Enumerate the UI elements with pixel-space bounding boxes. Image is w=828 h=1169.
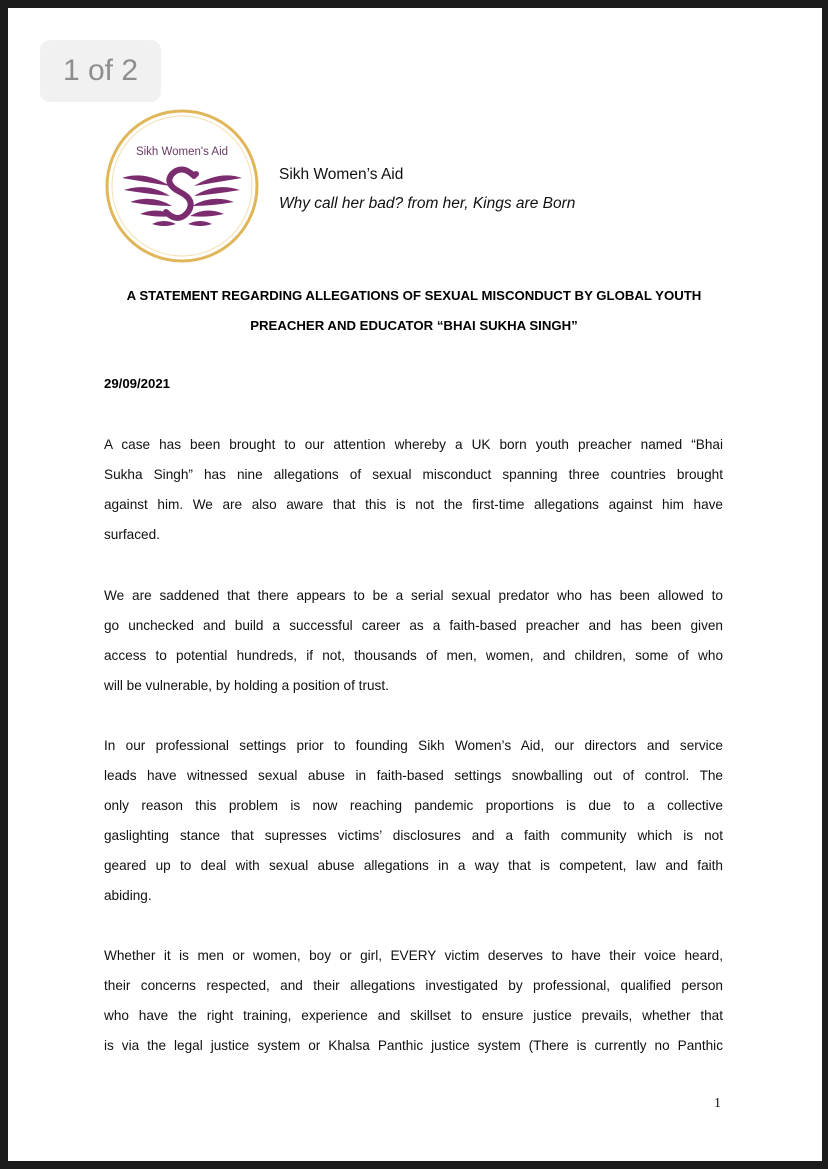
statement-date: 29/09/2021 [104, 376, 171, 391]
paragraph-2-line: access to potential hundreds, if not, thousands of men, women, and children, some of who [104, 648, 723, 663]
paragraph-3-line: abiding. [104, 888, 152, 903]
paragraph-3-line: only reason this problem is now reaching pandemic proportions is due to a collective [104, 798, 723, 813]
paragraph-2-line: will be vulnerable, by holding a position of trust. [104, 678, 389, 693]
page-number: 1 [714, 1096, 721, 1111]
logo-text: Sikh Women's Aid [135, 146, 229, 158]
page-indicator: 1 of 2 [40, 40, 161, 102]
paragraph-1-line: A case has been brought to our attention whereby a UK born youth preacher named “Bhai [104, 437, 723, 452]
paragraph-1-line: surfaced. [104, 527, 160, 542]
paragraph-1-line: Sukha Singh” has nine allegations of sexual misconduct spanning three countries brought [104, 467, 723, 482]
paragraph-2-line: go unchecked and build a successful career as a faith-based preacher and has been given [104, 618, 723, 633]
paragraph-4-line: their concerns respected, and their allegations investigated by professional, qualified person [104, 978, 723, 993]
paragraph-3-line: geared up to deal with sexual abuse allegations in a way that is competent, law and faith [104, 858, 723, 873]
paragraph-4-line: Whether it is men or women, boy or girl, EVERY victim deserves to have their voice heard, [104, 948, 723, 963]
paragraph-3-line: In our professional settings prior to founding Sikh Women’s Aid, our directors and service [104, 738, 723, 753]
statement-heading-line-2: PREACHER AND EDUCATOR “BHAI SUKHA SINGH” [250, 318, 578, 333]
paragraph-4-line: is via the legal justice system or Khalsa Panthic justice system (There is currently no Panthic [104, 1038, 723, 1053]
statement-heading-line-1: A STATEMENT REGARDING ALLEGATIONS OF SEXUAL MISCONDUCT BY GLOBAL YOUTH [126, 288, 702, 303]
paragraph-1-line: against him. We are also aware that this is not the first-time allegations against him have [104, 497, 723, 512]
paragraph-3-line: leads have witnessed sexual abuse in faith-based settings snowballing out of control. The [104, 768, 723, 783]
sikh-womens-aid-logo [104, 108, 260, 264]
org-tagline: Why call her bad? from her, Kings are Born [279, 195, 576, 212]
paragraph-3-line: gaslighting stance that supresses victims’ disclosures and a faith community which is not [104, 828, 723, 843]
paragraph-2-line: We are saddened that there appears to be a serial sexual predator who has been allowed to [104, 588, 723, 603]
paragraph-4-line: who have the right training, experience and skillset to ensure justice prevails, whether that [104, 1008, 723, 1023]
org-name: Sikh Women’s Aid [279, 166, 404, 183]
